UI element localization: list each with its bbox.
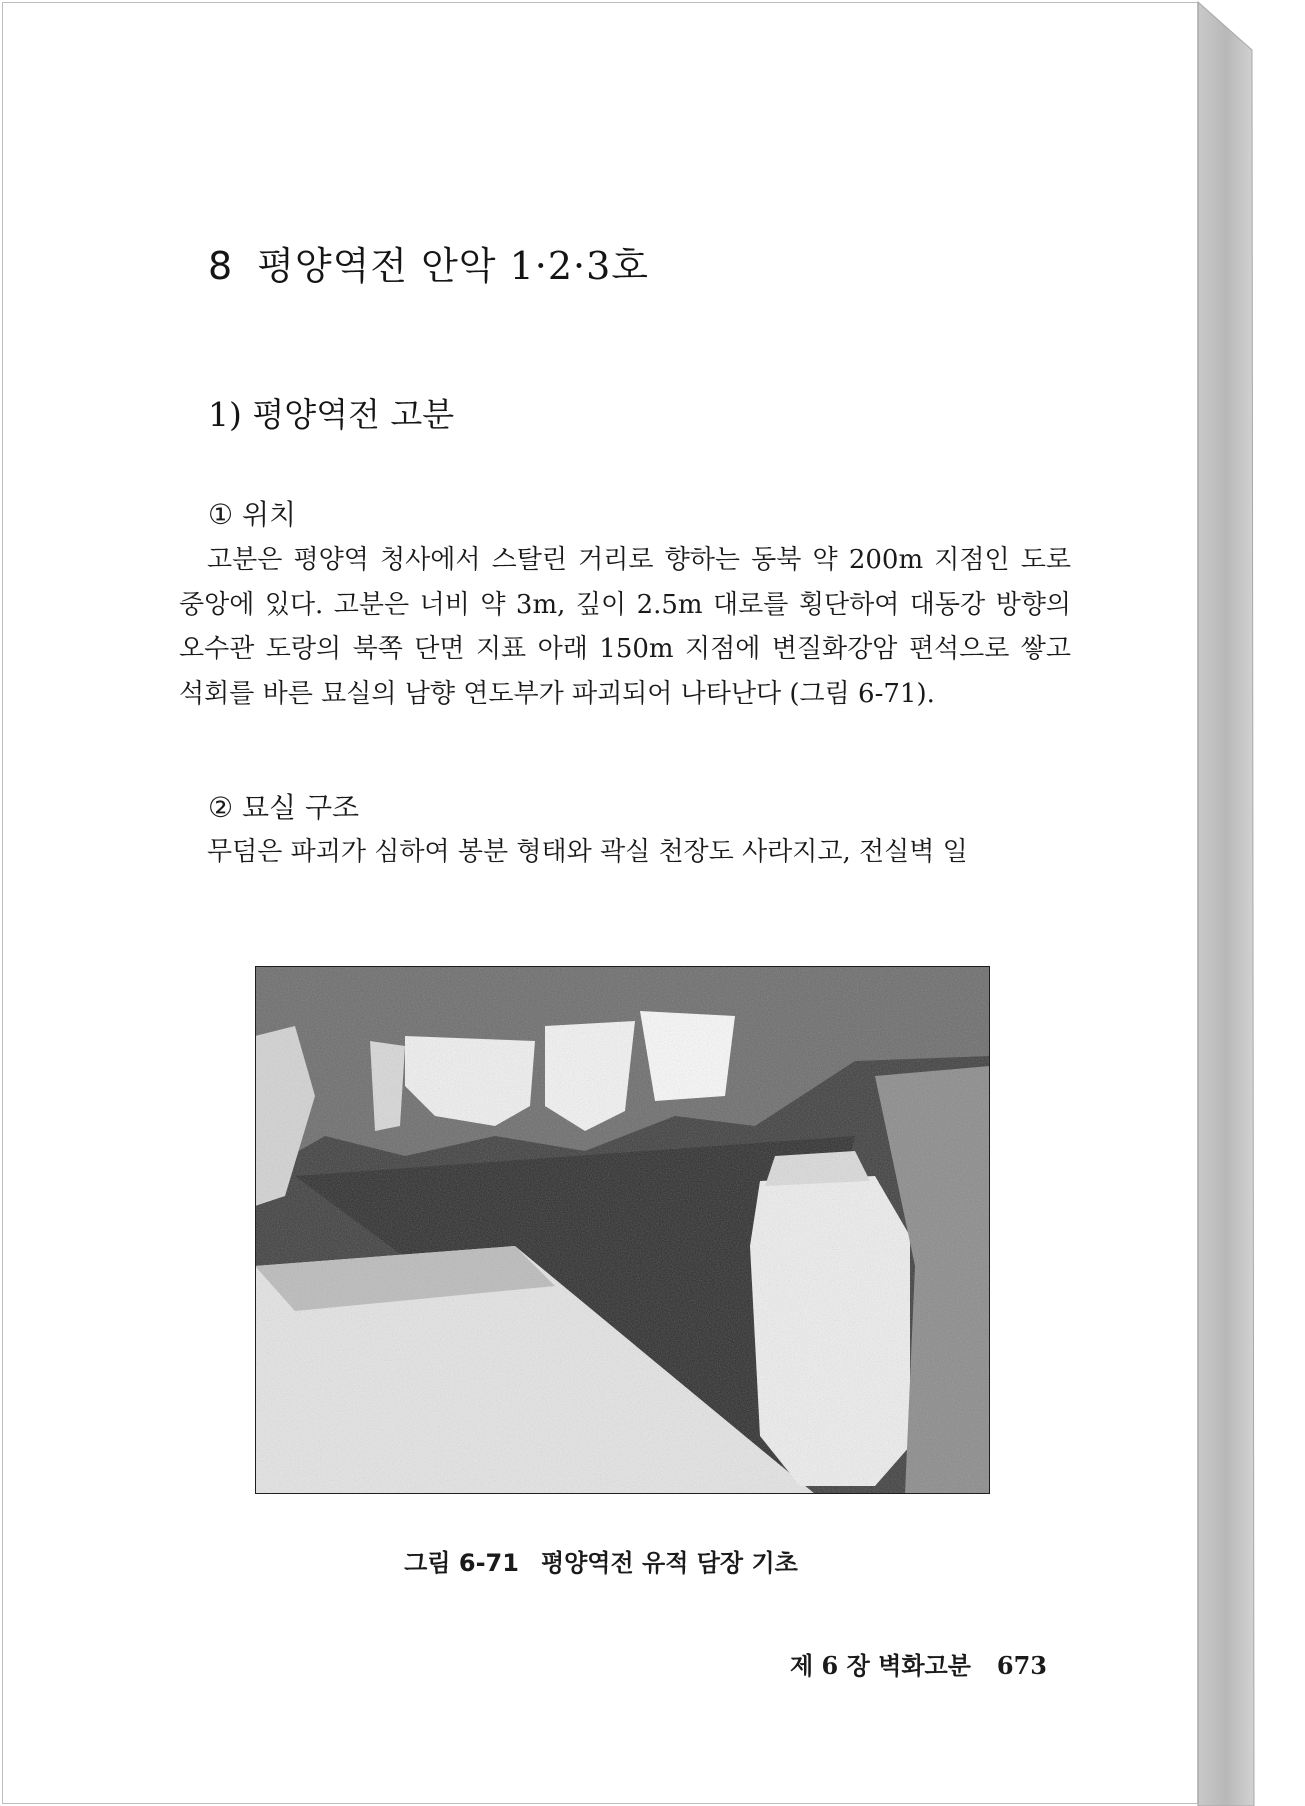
page-number: 673 — [996, 1651, 1047, 1680]
paragraph-location: 고분은 평양역 청사에서 스탈린 거리로 향하는 동북 약 200m 지점인 도로 중앙에 있다. 고분은 너비 약 3m, 깊이 2.5m 대로를 횡단하여 대동강 방향의 오수관 도랑의 북쪽 단면 지표 아래 150m 지점에 변질화강암 편석으로 쌓고 석회를 바른 묘실의 남향 연도부가 파괴되어 나타난다 (그림 6-71). — [179, 545, 1071, 709]
figure-caption-text: 평양역전 유적 담장 기초 — [540, 1549, 798, 1577]
section-number: 8 — [208, 244, 234, 288]
paragraph-structure: 무덤은 파괴가 심하여 봉분 형태와 곽실 천장도 사라지고, 전실벽 일 — [207, 837, 968, 867]
book-page — [2, 2, 1198, 1804]
item-heading-structure: ② 묘실 구조 — [208, 791, 360, 824]
figure-caption — [3, 1543, 1198, 1578]
section-heading — [208, 235, 649, 290]
subsection-heading: 1) 평양역전 고분 — [208, 395, 455, 434]
figure-photo — [255, 966, 990, 1494]
excavation-photo-graphic — [255, 966, 990, 1494]
page-footer — [790, 1646, 1047, 1681]
figure-label: 그림 6-71 — [404, 1549, 519, 1577]
chapter-title: 제 6 장 벽화고분 — [790, 1651, 971, 1680]
item-heading-location: ① 위치 — [208, 498, 297, 531]
section-title: 평양역전 안악 1·2·3호 — [257, 244, 649, 288]
